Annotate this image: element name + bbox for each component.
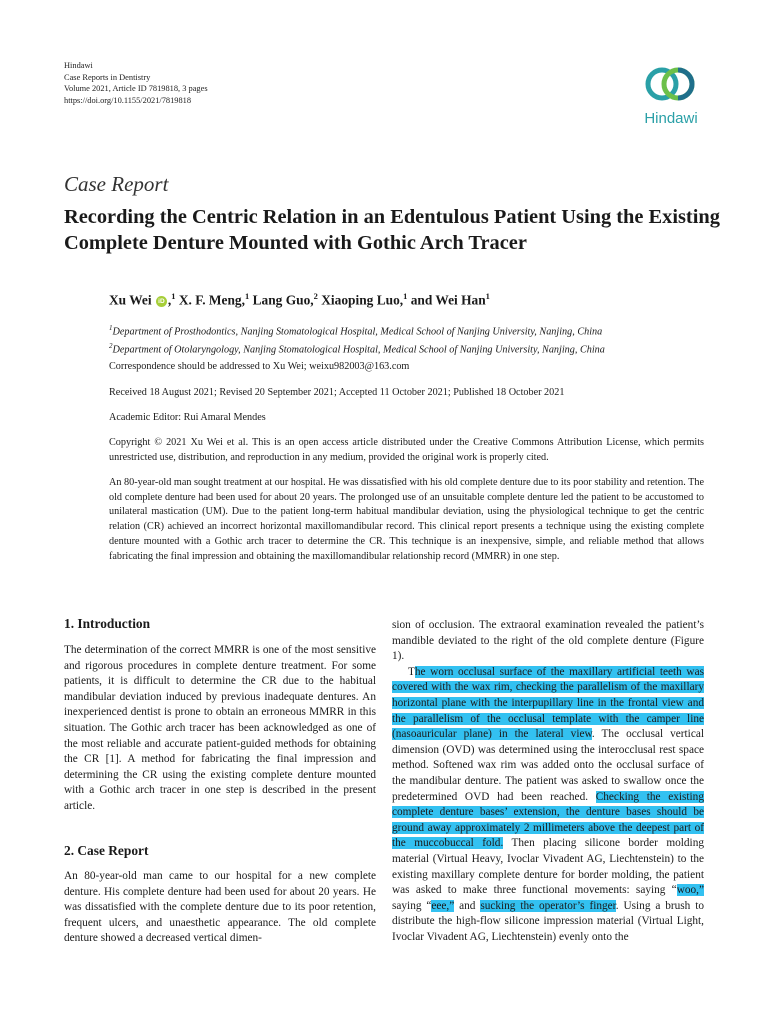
author-affiliation-sup: 1 (171, 291, 176, 301)
article-type: Case Report (64, 172, 169, 196)
case-report-text (64, 869, 376, 947)
publication-dates: Received 18 August 2021; Revised 20 September 2021; Accepted 11 October 2021; Published 18 October 2021 (109, 387, 565, 398)
text-run: . Using a brush to distribute the high-flow silicone impression material (Virtual Light, Ivoclar Vivadent AG, Liechtenstein) evenly onto the (392, 899, 704, 943)
author-name: Xiaoping Luo (321, 292, 400, 308)
highlight: Checking the existing complete denture bases’ extension, the denture bases should be ground away approximately 2 millimeters above the deepest part of the muccobuccal fold. (392, 790, 704, 850)
highlight: eee,” (431, 899, 455, 912)
correspondence: Correspondence should be addressed to Xu Wei; weixu982003@163.com (109, 361, 410, 372)
highlight: sucking the operator’s finger (480, 899, 616, 912)
affiliation-text: Department of Otolaryngology, Nanjing Stomatological Hospital, Medical School of Nanjing University, Nanjing, China (112, 344, 605, 356)
introduction-text (64, 643, 376, 815)
doi-link[interactable]: https://doi.org/10.1155/2021/7819818 (64, 95, 192, 105)
highlight: woo,” (676, 884, 704, 897)
article-title: Recording the Centric Relation in an Edentulous Patient Using the Existing Complete Denture Mounted with Gothic Arch Tracer (64, 206, 720, 254)
affiliations (109, 321, 605, 358)
author-name: Xu Wei (109, 292, 152, 308)
section-heading-case-report: 2. Case Report (64, 843, 149, 858)
text-run: . The occlusal vertical dimension (OVD) was determined using the interocclusal rest space method. Softened wax rim was added onto the occlusal surface of the mandibular denture. The patient was asked to swallow once the predetermined OVD had been reached. (392, 728, 704, 803)
author-name: X. F. Meng (178, 292, 242, 308)
text-run: Then placing silicone border molding material (Virtual Heavy, Ivoclar Vivadent AG, Liechtenstein) to the existing maxillary complete denture for border molding, the patient was asked to make three functional movements: saying “ (392, 837, 704, 897)
paragraph: sion of occlusion. The extraoral examination revealed the patient’s mandible deviated to the right of the old complete denture (Figure 1). (392, 619, 704, 663)
affiliation-item (109, 321, 605, 339)
journal-name: Case Reports in Dentistry (64, 72, 151, 82)
text-run: saying “ (392, 899, 432, 912)
paragraph-highlighted (392, 665, 704, 946)
author-name: Lang Guo (252, 292, 311, 308)
text-run: and (454, 899, 481, 912)
highlight: cking the parallelism of the maxillary horizontal plane with the interpupillary line in the frontal view and the parallelism of the occlusal template with the camper line (nasoauricular plane) in the lateral view (392, 681, 705, 741)
paragraph: The determination of the correct MMRR is one of the most sensitive and rigorous procedures in complete denture treatment. For some patients, it is difficult to determine the CR due to the habitual mandibular deviation induced by previous inadequate dentures. An inexperienced dentist is prone to obtain an erroneous MMRR in this situation. The Gothic arch tracer has been acknowledged as one of the most reliable and accurate patient-guided methods for obtaining the CR [1]. A method for fabricating the final impression and determining the CR using the existing complete denture mounted with a Gothic arch tracer in one step is described in the present article. (64, 644, 376, 812)
copyright-notice: Copyright © 2021 Xu Wei et al. This is an open access article distributed under the Creative Commons Attribution License, which permits unrestricted use, distribution, and reproduction in any medium, provided the original work is properly cited. (109, 437, 704, 463)
logo-wordmark: Hindawi (644, 110, 698, 127)
orcid-icon[interactable]: iD (156, 296, 167, 307)
paragraph: An 80-year-old man came to our hospital for a new complete denture. His complete denture had been used for about 20 years. He was dissatisfied with the complete denture due to its poor retention, frequent ulcers, and unaesthetic appearance. The old complete denture showed a decreased vertical dimen- (64, 870, 376, 945)
author-name: and Wei Han (410, 292, 486, 308)
author-affiliation-sup: 1 (485, 291, 490, 301)
author-affiliation-sup: 2 (313, 291, 318, 301)
journal-metadata (64, 60, 208, 106)
publisher-name: Hindawi (64, 61, 93, 70)
volume-info: Volume 2021, Article ID 7819818, 3 pages (64, 84, 208, 93)
text-run: T (408, 665, 415, 678)
hindawi-logo-icon (636, 58, 704, 110)
section-heading-introduction: 1. Introduction (64, 616, 151, 631)
abstract: An 80-year-old man sought treatment at our hospital. He was dissatisfied with his old complete denture due to its poor stability and retention. The old complete denture had been used for about 20 years. The prolonged use of an unsuitable complete denture led the patient to be accustomed to unilateral mastication (UM). Due to the patient long-term habitual mandibular deviation, using the physiological technique to get the centric relation (CR) achieved an incorrect horizontal maxillomandibular record. This clinical report presents a technique using the existing complete denture mounted with a Gothic arch tracer to determine the CR. This technique is an inexpensive, simple, and reliable method that allows fabricating the final impression and obtaining the maxillomandibular relationship record (MMRR) in one step. (109, 477, 704, 562)
affiliation-sup: 2 (109, 342, 113, 351)
academic-editor: Academic Editor: Rui Amaral Mendes (109, 412, 266, 423)
hindawi-logo (636, 58, 704, 128)
author-affiliation-sup: 1 (244, 291, 250, 301)
right-column-text (392, 618, 704, 945)
author-list: Xu Wei iD ,$^1$ X. F. Meng,$^1$ Lang Guo,$^2$ Xiaoping Luo,$^1$ and Wei Han$^1$ (109, 291, 490, 308)
author-affiliation-sup: 1 (403, 291, 408, 301)
affiliation-sup: 1 (109, 324, 113, 332)
highlight: he worn occlusal surface of the maxillary artificial teeth was covered with the wax rim, che (392, 665, 704, 694)
affiliation-item (109, 339, 605, 357)
affiliation-text: Department of Prosthodontics, Nanjing Stomatological Hospital, Medical School of Nanjing University, Nanjing, China (112, 326, 603, 338)
